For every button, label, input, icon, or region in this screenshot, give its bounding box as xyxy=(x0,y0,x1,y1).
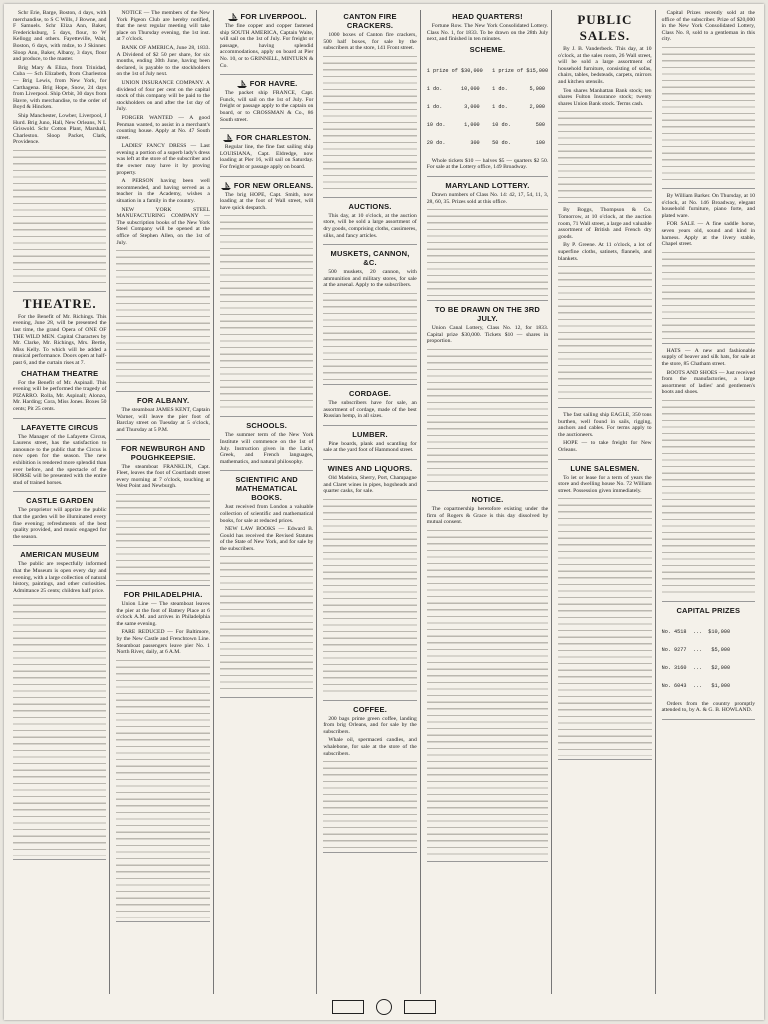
chatham-text: For the Benefit of Mr. Aspinall. This evening will be performed the tragedy of PIZARRO. Rolla, Mr. Aspinall; Alonzo, Mr. Harding; Cora, Miss Jones. Boxes 50 cents; Pit 25 cents. xyxy=(13,379,107,412)
scientific-heading: SCIENTIFIC AND MATHEMATICAL BOOKS. xyxy=(235,475,298,503)
canton-heading: CANTON FIRE CRACKERS. xyxy=(343,12,397,30)
ship-icon xyxy=(220,182,232,190)
body-text-lines xyxy=(427,528,548,858)
body-text-lines xyxy=(116,492,209,582)
drawn-heading: TO BE DRAWN ON THE 3RD JULY. xyxy=(434,305,541,324)
shoes-text: BOOTS AND SHOES — Just received from the manufactories, a large assortment of ladies' and gentlemen's boots and shoes. xyxy=(661,369,756,396)
ship-news-text-2: Brig Mary & Eliza, from Trinidad, Cuba — Sch Elizabeth, from Charleston — Brig Lewis, from New York, for Carthagena. Brig Hope, Snow, 24 days from Liverpool. Ship Orbit, 30 days from Havre, with merchandise, to the order of Boyd & Hincken. xyxy=(13,64,107,111)
club-notice-text: NOTICE — The members of the New York Pigeon Club are hereby notified, that the next regular meeting will take place on Thursday evening, the 1st inst. at 7 o'clock. xyxy=(116,10,210,43)
grayscale-calibration-bar xyxy=(404,1000,436,1014)
salesman-heading: LUNE SALESMEN. xyxy=(570,463,640,473)
havre-heading-text: FOR HAVRE. xyxy=(249,79,298,89)
maryland-lottery xyxy=(427,181,548,301)
body-text-lines xyxy=(323,54,416,194)
muskets-ad xyxy=(323,249,416,385)
body-text-lines xyxy=(323,291,416,381)
maryland-text: Drawn numbers of Class No. 14: 42, 17, 54, 11, 3, 28, 60, 35. Prizes sold at this office. xyxy=(426,191,549,205)
body-text-lines xyxy=(323,497,416,697)
fine-goods-text: By P. Greene. At 11 o'clock, a lot of superfine cloths, satinets, flannels, and blankets. xyxy=(558,242,652,262)
dry-goods-sale xyxy=(558,207,651,408)
public-sales-heading: PUBLIC SALES. xyxy=(577,12,633,43)
capital-prizes xyxy=(662,606,755,720)
column-6 xyxy=(555,10,655,994)
dry-goods-text: By Boggs, Thompson & Co. Tomorrow, at 10 o'clock, at the auction room, 71 Wall street, a large and valuable assortment of British and French dry goods. xyxy=(558,207,652,240)
prize-line: 1 prize of $30,000 1 prize of $15,000 xyxy=(426,67,549,74)
body-text-lines xyxy=(558,264,651,404)
ladies-dress-text: LADIES' FANCY DRESS — Last evening a portion of a superb lady's dress was left at the store of the subscriber and the owner may have it by proving property. xyxy=(116,143,210,176)
scan-footer xyxy=(4,998,764,1016)
prize-line: 10 do. 1,000 10 do. 500 xyxy=(426,121,546,128)
books-ad xyxy=(220,475,313,698)
body-text-lines xyxy=(116,658,209,918)
liverpool-text: The fine copper and copper fastened ship SOUTH AMERICA, Captain Waite, will sail on the 1st of July. For freight or passage, having splendid accommodations, apply on board at Pier No. 10, or to GRINNELL, MINTURN & Co. xyxy=(219,23,314,69)
body-text-lines xyxy=(116,248,209,388)
body-text-lines xyxy=(220,554,313,694)
public-sales xyxy=(558,12,651,203)
stock-text: Ten shares Manhattan Bank stock; ten shares Fulton Insurance stock; twenty shares Union Bank stock. Terms cash. xyxy=(558,87,652,107)
liverpool-ship-ad xyxy=(220,12,313,75)
muskets-heading: MUSKETS, CANNON, &C. xyxy=(330,249,410,268)
bank-dividend-text: BANK OF AMERICA, June 28, 1833. A Dividend of $2 50 per share, for six months, ending 30th June, having been declared, is payable to the stockholders on the 1st of July next. xyxy=(116,44,210,78)
body-text-lines xyxy=(13,596,106,856)
ship-icon xyxy=(236,80,248,88)
schools-ad xyxy=(220,421,313,471)
havre-ship-ad xyxy=(220,79,313,129)
albany-heading: FOR ALBANY. xyxy=(136,396,190,406)
tickets-text: Whole tickets $10 — halves $5 — quarters $2 50. For sale at the Lottery office, 149 Broadway. xyxy=(426,157,549,171)
body-text-lines xyxy=(558,109,651,199)
liverpool-heading-text: FOR LIVERPOOL. xyxy=(240,12,307,21)
havre-text: The packet ship FRANCE, Capt. Funck, will sail on the 1st of July. For freight or passage apply to the captain on board, or to CROSSMAN & Co., 86 South street. xyxy=(219,90,314,123)
columns xyxy=(10,10,758,994)
hats-text: HATS — A new and fashionable supply of beaver and silk hats, for sale at the store, 85 Chatham street. xyxy=(661,347,756,367)
charleston-ship-ad xyxy=(220,133,313,176)
body-text-lines xyxy=(662,398,755,598)
merchandise-ads xyxy=(662,348,755,602)
body-text-lines xyxy=(558,496,651,756)
ferry-heading: FOR NEWBURGH AND POUGHKEEPSIE. xyxy=(121,443,206,462)
union-insurance-text: UNION INSURANCE COMPANY. A dividend of four per cent on the capital stock of this company will be paid to the stockholders on and after the 1st day of July. xyxy=(116,79,210,113)
lawbooks-text: NEW LAW BOOKS — Edward B. Gould has received the Revised Statutes of the State of New York, and for sale by the subscribers. xyxy=(219,526,314,552)
column-3 xyxy=(217,10,317,994)
neworleans-text: The brig HOPE, Capt. Smith, now loading at the foot of Wall street, will have quick despatch. xyxy=(219,191,314,211)
coffee-heading: COFFEE. xyxy=(353,704,387,714)
auction-ad xyxy=(323,202,416,245)
prizes-table-heading: CAPITAL PRIZES xyxy=(676,605,741,615)
museum-heading: AMERICAN MUSEUM xyxy=(20,550,100,560)
body-text-lines xyxy=(662,250,755,340)
garden-heading: CASTLE GARDEN xyxy=(26,496,94,506)
ferry-text: The steamboat FRANKLIN, Capt. Fleet, leaves the foot of Courtlandt street every morning at 7 o'clock, touching at West Point and Newburgh. xyxy=(116,463,210,490)
ship-news xyxy=(13,10,106,292)
column-5 xyxy=(424,10,552,994)
drawing-notice xyxy=(427,305,548,491)
notices xyxy=(116,10,209,392)
prize-row: No. 6043 ... $1,000 xyxy=(661,682,731,689)
body-text-lines xyxy=(220,213,313,413)
charleston-heading xyxy=(220,133,313,142)
museum-notice xyxy=(13,550,106,860)
furniture-sale xyxy=(662,193,755,344)
sales2-text: Capital Prizes recently sold at the office of the subscriber. Prize of $20,000 in the New York Consolidated Lottery, Class No. 8, sold to a gentleman in this city. xyxy=(661,10,756,43)
salesman-text: To let or lease for a term of years the store and dwelling house No. 72 William street. Possession given immediately. xyxy=(558,474,652,494)
coffee-ad xyxy=(323,705,416,854)
ship-news-text: Schr Erie, Barge, Boston, 4 days, with merchandise, to S C Wills, J Bowne, and F Samuels. Schr Eliza Ann, Baker, Fredericksburg, 5 days, flour, to W Kellogg and others. Fayetteville, Wait, Boston, 6 days, with mdze, to J Skinner. Sloop Ann, Baker, Albany, 3 days, flour and produce, to the master. xyxy=(13,10,107,63)
schools-text: The summer term of the New York Institute will commence on the 1st of July. Instruction given in the Latin, Greek, and French languages, mathematics, and natural philosophy. xyxy=(219,432,314,465)
newspaper-page xyxy=(4,4,764,1020)
museum-text: The public are respectfully informed that the Museum is open every day and evening, with a large collection of natural history, paintings, and other curiosities. Admittance 25 cents; children half price. xyxy=(13,561,107,594)
prize-row: No. 4518 ... $10,000 xyxy=(661,628,731,635)
column-7 xyxy=(659,10,758,994)
prize-row: No. 9277 ... $5,000 xyxy=(661,646,731,653)
body-text-lines xyxy=(427,207,548,297)
lafayette-heading: LAFAYETTE CIRCUS xyxy=(21,422,99,432)
canton-text: 1000 boxes of Canton fire crackers, 500 half boxes, for sale by the subscribers at the store, 141 Front street. xyxy=(323,32,417,52)
maryland-heading: MARYLAND LOTTERY. xyxy=(445,180,530,190)
auction-text: This day, at 10 o'clock, at the auction store, will be sold a large assortment of dry goods, comprising cloths, cassimeres, silks, and fancy articles. xyxy=(323,212,417,239)
muskets-text: 500 muskets, 20 cannon, with ammunition and military stores, for sale at the arsenal. Apply to the subscribers. xyxy=(323,269,417,289)
body-text-lines xyxy=(13,148,106,288)
teacher-wanted-text: A PERSON having been well recommended, and having served as a teacher in the Academy, wishes a situation in a family in the country. xyxy=(116,178,210,205)
chatham-heading: CHATHAM THEATRE xyxy=(21,368,99,378)
hope-text: HOPE — to take freight for New Orleans. xyxy=(558,440,652,454)
garden-notice xyxy=(13,496,106,546)
horse-text: FOR SALE — A fine saddle horse, seven years old, sound and kind in harness. Apply at the livery stable, Chapel street. xyxy=(661,221,756,248)
lumber-ad xyxy=(323,430,416,460)
neworleans-heading xyxy=(220,181,313,190)
lottery-ad xyxy=(427,12,548,177)
closing-text: Orders from the country promptly attended to, by A. & G. B. HOWLAND. xyxy=(661,700,756,714)
ship-icon xyxy=(227,13,239,21)
wine-heading: WINES AND LIQUORS. xyxy=(327,463,413,473)
lafayette-notice xyxy=(13,423,106,493)
garden-text: The proprietor will apprize the public that the garden will be illuminated every fine evening; refreshments of the best quality provided, and music engaged for the season. xyxy=(13,507,107,540)
oil-text: Whale oil, spermaceti candles, and whalebone, for sale at the store of the subscribers. xyxy=(323,737,417,757)
prizes-sold xyxy=(662,10,755,189)
cordage-ad xyxy=(323,389,416,426)
lease-notice xyxy=(558,464,651,761)
albany-text: The steamboat JAMES KENT, Captain Warner, will leave the pier foot of Barclay street on Tuesday at 5 o'clock, and Thursday at 5 P.M. xyxy=(116,407,210,433)
lumber-heading: LUMBER. xyxy=(352,429,388,439)
baltimore-text: FARE REDUCED — For Baltimore, by the New Castle and Frenchtown Line. Steamboat passengers leave pier No. 1 North River, daily, at 6 A.M. xyxy=(116,629,210,656)
column-1 xyxy=(10,10,110,994)
prizes-heading: SCHEME. xyxy=(469,44,506,54)
rope-heading: CORDAGE. xyxy=(349,388,392,398)
furniture-text: By William Barker. On Thursday, at 10 o'clock, at No. 146 Broadway, elegant household furniture, piano forte, and plated ware. xyxy=(661,192,756,219)
theatre-heading: THEATRE. xyxy=(22,295,97,311)
prize-table xyxy=(427,56,548,158)
notice-heading: NOTICE. xyxy=(471,494,504,504)
scientific-text: Just received from London a valuable collection of scientific and mathematical books, for sale at reduced prices. xyxy=(219,504,314,524)
cleared-text: Ship Manchester, Lowber, Liverpool, J Hurd. Brig Juno, Hall, New Orleans, N L Griswold. Schr Cotton Plant, Marshall, Charleston. Sloop Packet, Clark, Providence. xyxy=(13,112,107,146)
lottery-text: Fortune Row. The New York Consolidated Lottery. Class No. 1, for 1833. To be drawn on the 28th July next, and finished in ten minutes. xyxy=(426,23,549,43)
prize-row: No. 3160 ... $2,000 xyxy=(661,664,731,671)
body-text-lines xyxy=(323,759,416,849)
capital-prizes-table xyxy=(662,617,755,701)
wine-text: Old Madeira, Sherry, Port, Champagne and Claret wines in pipes, hogsheads and quarter casks, for sale. xyxy=(323,474,417,495)
steamboat-albany xyxy=(116,396,209,439)
steamboat-philadelphia xyxy=(116,590,209,922)
havre-heading xyxy=(220,79,313,88)
column-4 xyxy=(320,10,420,994)
philadelphia-text: Union Line — The steamboat leaves the pier at the foot of Battery Place at 6 o'clock A.M. and arrives in Philadelphia the same evening. xyxy=(116,600,210,627)
prize-line: 20 do. 300 50 do. 100 xyxy=(426,139,546,146)
ship-icon xyxy=(222,134,234,142)
ship-sale xyxy=(558,412,651,460)
column-2 xyxy=(113,10,213,994)
canton-ad xyxy=(323,12,416,198)
body-text-lines xyxy=(427,347,548,487)
wine-ad xyxy=(323,464,416,701)
dissolution-notice xyxy=(427,495,548,862)
steel-company-text: NEW YORK STEEL MANUFACTURING COMPANY — The subscription books of the New York Steel Company will be opened at the office of Stephen Allen, on the 1st of July. xyxy=(116,206,210,246)
archive-seal-icon xyxy=(376,999,392,1015)
charleston-heading-text: FOR CHARLESTON. xyxy=(236,133,312,143)
drawn-text: Union Canal Lottery, Class No. 12, for 1833. Capital prize $30,000. Tickets $10 — shares in proportion. xyxy=(426,325,549,345)
theatre-notice xyxy=(13,296,106,419)
lottery-heading: HEAD QUARTERS! xyxy=(452,12,523,21)
sales-text: By J. B. Vanderbeck. This day, at 10 o'clock, at the sales room, 26 Wall street, will be sold a large assortment of household furniture, consisting of sofas, chairs, tables, bedsteads, carpets, mirrors and kitchen utensils. xyxy=(558,46,652,85)
lafayette-text: The Manager of the Lafayette Circus, Laurens street, has the satisfaction to announce to the public that the Circus is now open for the season. The new exhibition is rendered more splendid than ever before, and the spectacle of the HORSE will be presented with the entire stud of trained horses. xyxy=(13,433,107,486)
body-text-lines xyxy=(662,45,755,185)
dissolution-text: The copartnership heretofore existing under the firm of Rogers & Grace is this day dissolved by mutual consent. xyxy=(426,505,549,526)
coffee-text: 200 bags prime green coffee, landing from brig Orleans, and for sale by the subscribers. xyxy=(323,715,417,735)
color-calibration-bar xyxy=(332,1000,364,1014)
prize-line: 1 do. 3,000 1 do. 2,000 xyxy=(426,103,546,110)
steamboat-newburgh xyxy=(116,444,209,586)
lumber-text: Pine boards, plank and scantling for sale at the yard foot of Hammond street. xyxy=(323,440,417,454)
liverpool-heading xyxy=(220,12,313,21)
neworleans-heading-text: FOR NEW ORLEANS. xyxy=(233,180,314,190)
theatre-text: For the Benefit of Mr. Richings. This evening, June 28, will be presented the last time, the grand Opera of ONE OF THE WILD MEN. Capital Characters by Mr. Clarke, Mr. Richings, Mrs. Bertie, Miss Kelly. To which will be added a musical performance. Doors open at half-past 6, and the curtain rises at 7. xyxy=(13,313,107,367)
ship-sale-text: The fast sailing ship EAGLE, 350 tons burthen, well found in sails, rigging, anchors and cables. For terms apply to the auctioneers. xyxy=(558,412,652,438)
neworleans-ship-ad xyxy=(220,181,313,418)
schools-heading: SCHOOLS. xyxy=(246,421,287,431)
forger-wanted-text: FORGER WANTED — A good Penman wanted, to assist in a merchant's counting house. Apply at No. 47 South street. xyxy=(116,114,210,141)
philadelphia-heading: FOR PHILADELPHIA. xyxy=(123,589,203,599)
charleston-text: Regular line, the fine fast sailing ship LOUISIANA, Capt. Eldredge, now loading at Pier 16, will sail on Saturday. For freight or passage apply on board. xyxy=(219,144,314,170)
auction-heading: AUCTIONS. xyxy=(348,201,392,211)
rope-text: The subscribers have for sale, an assortment of cordage, made of the best Russian hemp, in all sizes. xyxy=(323,399,417,420)
prize-line: 1 do. 10,000 1 do. 5,000 xyxy=(426,85,546,92)
